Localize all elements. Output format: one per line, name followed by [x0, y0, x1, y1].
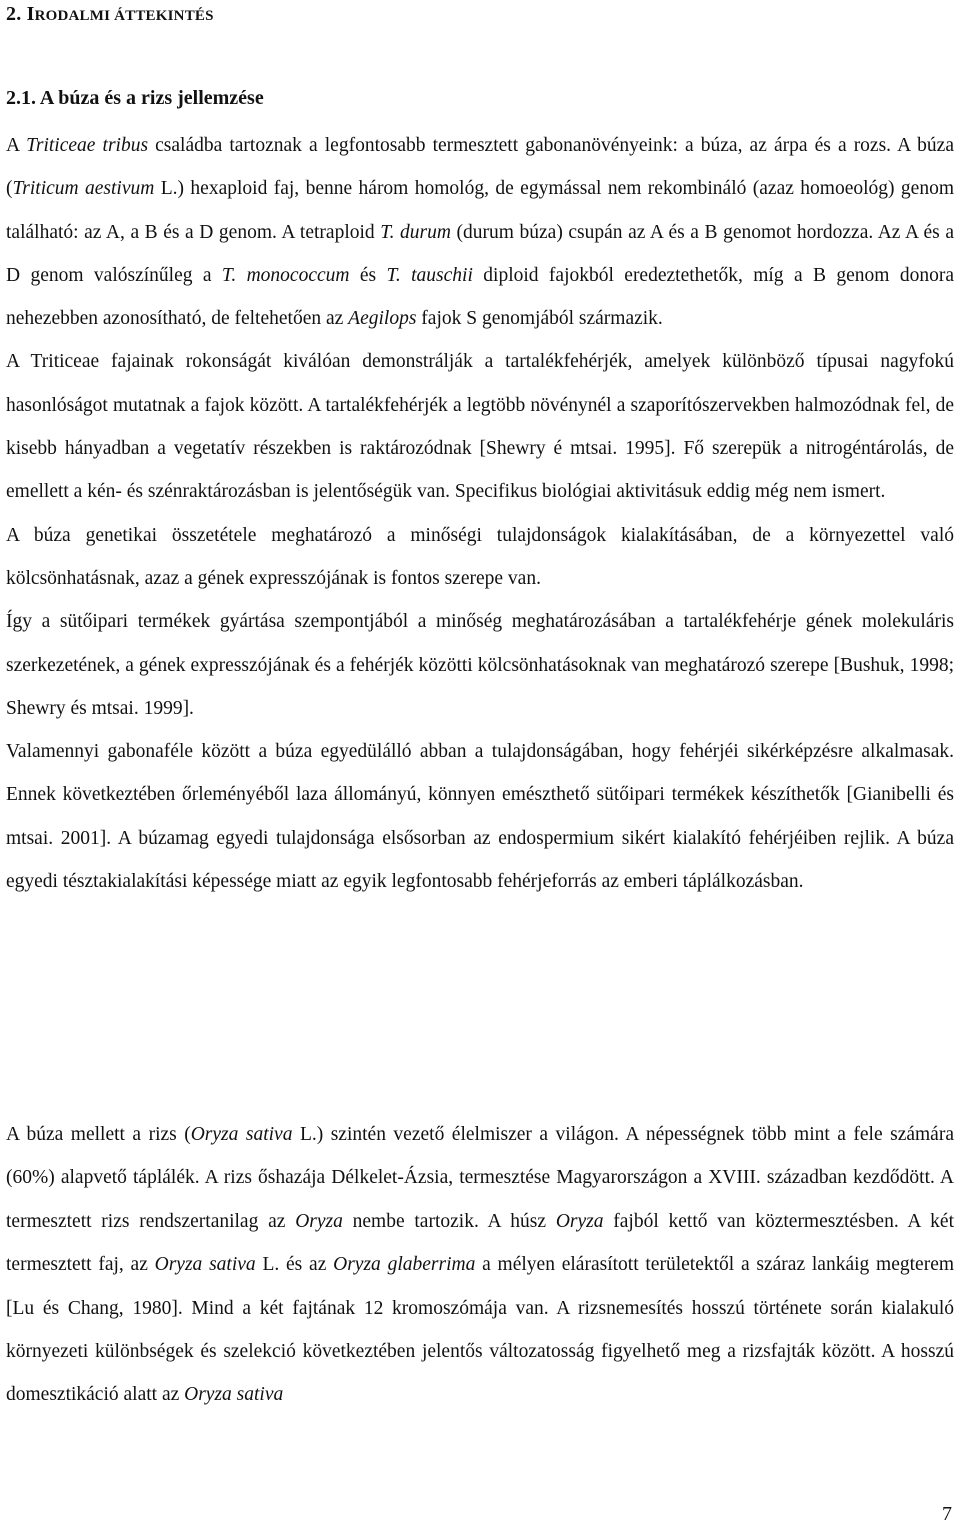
italic-term: Oryza sativa	[184, 1384, 284, 1406]
text-run: nembe tartozik. A húsz	[342, 1210, 556, 1232]
chapter-number: 2.	[6, 3, 22, 25]
italic-term: Oryza	[295, 1210, 343, 1232]
text-run: L. és az	[255, 1254, 334, 1276]
italic-term: Aegilops	[348, 308, 417, 330]
italic-term: T. monococcum	[221, 264, 350, 286]
italic-term: T. tauschii	[386, 264, 473, 286]
page-number: 7	[942, 1503, 952, 1525]
paragraph	[6, 340, 954, 513]
section-heading: 2.1. A búza és a rizs jellemzése	[6, 87, 264, 109]
text-run: L.) hexaploid faj, benne három homológ, de egymással nem rekombináló (azaz homoeológ) genom található: az A, a B és a D genom. A tetraploid	[6, 178, 954, 243]
chapter-heading	[6, 0, 214, 30]
text-run: A Triticeae fajainak rokonságát kiválóan demonstrálják a tartalékfehérjék, amelyek különböző típusai nagyfokú hasonlóságot mutatnak a fajok között. A tartalékfehérjék a legtöbb növénynél a szaporítószervekben halmozódnak fel, de kisebb hányadban a vegetatív részekben is raktározódnak [Shewry é mtsai. 1995]. Fő szerepük a nitrogéntárolás, de emellett a kén- és szénraktározásban is jelentőségük van. Specifikus biológiai aktivitásuk eddig még nem ismert.	[6, 351, 954, 503]
italic-term: Oryza	[555, 1210, 604, 1232]
italic-term: T. durum	[380, 221, 451, 243]
paragraph	[6, 514, 954, 601]
text-run: és	[349, 264, 387, 286]
italic-term: Triticeae tribus	[26, 135, 149, 156]
text-run: fajok S genomjából származik.	[416, 308, 663, 330]
text-run: A búza genetikai összetétele meghatározó a minőségi tulajdonságok kialakításában, de a környezettel való kölcsönhatásnak, azaz a gének expresszójának is fontos szerepe van.	[6, 524, 954, 589]
body-text-block-rice	[6, 1113, 954, 1417]
text-run: családba tartoznak a legfontosabb termesztett gabonanövényeink: a búza, az árpa és a rozs. A búza (	[6, 135, 954, 200]
text-run: Valamennyi gabonaféle között a búza egyedülálló abban a tulajdonságában, hogy fehérjéi sikérképzésre alkalmasak. Ennek következtében őrleményéből laza állományú, könnyen emészthető sütőipari termékek készíthetők [Gianibelli és mtsai. 2001]. A búzamag egyedi tulajdonsága elsősorban az endospermium sikért kialakító fehérjéiben rejlik. A búza egyedi tésztakialakítási képessége miatt az egyik legfontosabb fehérjeforrás az emberi táplálkozásban.	[6, 741, 954, 893]
paragraph	[6, 1113, 954, 1417]
paragraph	[6, 124, 954, 340]
text-run: A	[6, 135, 27, 156]
text-run: a mélyen elárasított területektől a száraz lankáig megterem [Lu és Chang, 1980]. Mind a két fajtának 12 kromoszómája van. A rizsnemesítés hosszú története során kialakuló környezeti különbségek és szelekció következtében jelentős változatosság figyelhető meg a rizsfajták között. A hosszú domesztikáció alatt az	[6, 1254, 955, 1406]
italic-term: Triticum aestivum	[12, 178, 155, 200]
paragraph	[6, 600, 954, 730]
text-run: A búza mellett a rizs (	[6, 1124, 191, 1145]
chapter-initial: I	[26, 3, 35, 25]
chapter-title-rest: RODALMI ÁTTEKINTÉS	[34, 8, 214, 24]
italic-term: Oryza sativa	[154, 1254, 256, 1276]
body-text-block-wheat	[6, 124, 954, 903]
text-run: fajból kettő van köztermesztésben. A két termesztett faj, az	[6, 1210, 954, 1276]
italic-term: Oryza sativa	[190, 1124, 293, 1145]
text-run: (durum búza) csupán az A és a B genomot hordozza. Az A és a D genom valószínűleg a	[6, 221, 954, 286]
text-run: L.) szintén vezető élelmiszer a világon. A népességnek több mint a fele számára (60%) alapvető táplálék. A rizs őshazája Délkelet-Ázsia, termesztése Magyarországon a XVIII. században kezdődött. A termesztett rizs rendszertanilag az	[6, 1124, 954, 1232]
text-run: diploid fajokból eredeztethetők, míg a B genom donora nehezebben azonosítható, de feltehetően az	[6, 264, 954, 330]
paragraph	[6, 730, 954, 903]
text-run: Így a sütőipari termékek gyártása szempontjából a minőség meghatározásában a tartalékfehérje gének molekuláris szerkezetének, a gének expresszójának és a fehérjék közötti kölcsönhatásoknak van meghatározó szerepe [Bushuk, 1998; Shewry és mtsai. 1999].	[6, 611, 954, 719]
italic-term: Oryza glaberrima	[333, 1254, 476, 1276]
